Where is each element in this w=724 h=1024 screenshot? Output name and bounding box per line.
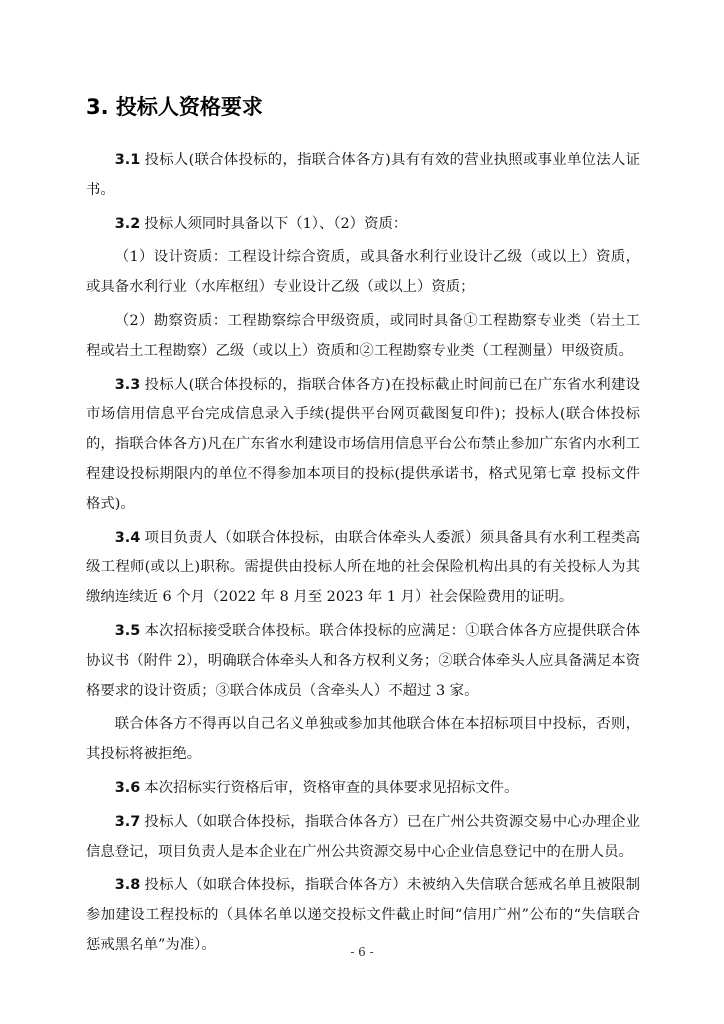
clause-number: 3.6 <box>114 779 141 796</box>
paragraph-text: （2）勘察资质：工程勘察综合甲级资质，或同时具备①工程勘察专业类（岩土工程或岩土工程勘察）乙级（或以上）资质和②工程勘察专业类（工程测量）甲级资质。 <box>86 312 640 359</box>
paragraph-design-qualification <box>86 243 640 303</box>
paragraph-text: 本次招标接受联合体投标。联合体投标的应满足：①联合体各方应提供联合体协议书（附件 2），明确联合体牵头人和各方权利义务；②联合体牵头人应具备满足本资格要求的设计资质；③联合体成员（含牵头人）不超过 3 家。 <box>86 622 640 699</box>
paragraph-text: 项目负责人（如联合体投标，由联合体牵头人委派）须具备具有水利工程类高级工程师(或以上)职称。需提供由投标人所在地的社会保险机构出具的有关投标人为其缴纳连续近 6 个月（2022 年 8 月至 2023 年 1 月）社会保险费用的证明。 <box>86 529 640 606</box>
page-number: - 6 - <box>350 945 374 959</box>
paragraph-3-2 <box>86 210 640 240</box>
paragraph-text: （1）设计资质：工程设计综合资质，或具备水利行业设计乙级（或以上）资质，或具备水利行业（水库枢纽）专业设计乙级（或以上）资质； <box>86 249 640 296</box>
clause-number: 3.3 <box>114 376 141 393</box>
clause-number: 3.4 <box>114 529 141 546</box>
paragraph-consortium-note <box>86 710 640 770</box>
clause-number: 3.8 <box>114 877 141 894</box>
paragraph-3-3 <box>86 371 640 520</box>
paragraph-text: 本次招标实行资格后审，资格审查的具体要求见招标文件。 <box>144 779 519 796</box>
paragraph-text: 投标人(联合体投标的，指联合体各方)具有有效的营业执照或事业单位法人证书。 <box>86 152 640 198</box>
paragraph-text: 联合体各方不得再以自己名义单独或参加其他联合体在本招标项目中投标，否则，其投标将被拒绝。 <box>86 716 640 763</box>
section-body <box>86 146 640 965</box>
clause-number: 3.5 <box>114 622 141 639</box>
paragraph-3-5 <box>86 617 640 706</box>
clause-number: 3.1 <box>114 152 141 168</box>
section-heading: 3. 投标人资格要求 <box>86 95 263 119</box>
paragraph-text: 投标人（如联合体投标，指联合体各方）已在广州公共资源交易中心办理企业信息登记，项目负责人是本企业在广州公共资源交易中心企业信息登记中的在册人员。 <box>86 813 640 860</box>
paragraph-3-6 <box>86 774 640 804</box>
paragraph-3-7 <box>86 808 640 868</box>
paragraph-3-1 <box>86 146 640 206</box>
clause-number: 3.2 <box>114 215 141 232</box>
paragraph-text: 投标人须同时具备以下（1）、（2）资质： <box>144 215 408 232</box>
clause-number: 3.7 <box>114 813 141 830</box>
paragraph-text: 投标人(联合体投标的，指联合体各方)在投标截止时间前已在广东省水利建设市场信用信息平台完成信息录入手续(提供平台网页截图复印件)；投标人(联合体投标的，指联合体各方)凡在广东省水利建设市场信用信息平台公布禁止参加广东省内水利工程建设投标期限内的单位不得参加本项目的投标(提供承诺书，格式见第七章 投标文件格式)。 <box>86 376 640 512</box>
paragraph-text: 投标人（如联合体投标，指联合体各方）未被纳入失信联合惩戒名单且被限制参加建设工程投标的（具体名单以递交投标文件截止时间“信用广州”公布的“失信联合惩戒黑名单”为准）。 <box>86 877 640 953</box>
paragraph-3-4 <box>86 524 640 613</box>
paragraph-survey-qualification <box>86 307 640 367</box>
